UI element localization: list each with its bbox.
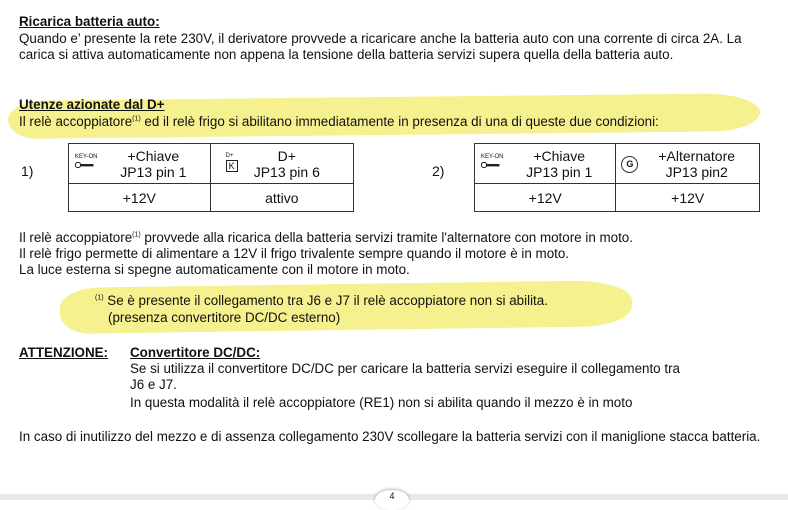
section-text-ricarica: Quando e’ presente la rete 230V, il derivatore provvede a ricaricare anche la batteria auto con una corrente di circa 2A. La carica si attiva automaticamente non appena la tensione della batteria servizi supera quella della batteria auto.: [19, 31, 742, 62]
condition-2-table: [474, 143, 760, 212]
intro-post: ed il relè frigo si abilitano immediatamente in presenza di una di queste due condizioni:: [140, 114, 659, 129]
key-line1: +Chiave: [533, 147, 586, 164]
condition-2-key-cell: [475, 144, 616, 184]
condition-2-number: 2): [432, 163, 445, 179]
dplus-line1: D+: [277, 147, 296, 164]
footnote-line2: (presenza convertitore DC/DC esterno): [108, 310, 341, 325]
condition-1-dplus-cell: [210, 144, 353, 184]
key-line1: +Chiave: [127, 147, 180, 164]
alternator-line2: JP13 pin2: [665, 163, 728, 180]
section3-line2: Il relè frigo permette di alimentare a 12V il frigo trivalente sempre quando il motore è in moto.: [19, 246, 570, 261]
s3-footnote-marker: (1): [132, 231, 141, 239]
dplus-icon-label: D+: [225, 153, 234, 159]
attenzione-label: ATTENZIONE:: [19, 345, 109, 360]
key-on-icon: [75, 154, 111, 168]
key-on-icon: [481, 154, 517, 168]
footnote-marker: (1): [95, 294, 104, 302]
attenzione-title: Convertitore DC/DC:: [130, 345, 261, 360]
section3-line3: La luce esterna si spegne automaticamente con il motore in moto.: [19, 262, 410, 277]
s3-line1-pre: Il relè accoppiatore: [19, 230, 133, 245]
condition-1-dplus-value: attivo: [210, 184, 353, 212]
key-on-label: KEY-ON: [75, 154, 98, 160]
attenzione-line3: In questa modalità il relè accoppiatore (RE1) non si abilita quando il mezzo è in moto: [130, 395, 633, 410]
key-line2: JP13 pin 1: [526, 163, 593, 180]
dplus-icon-glyph: K: [226, 160, 238, 172]
attenzione-line2: J6 e J7.: [130, 377, 177, 392]
dplus-icon: [226, 153, 242, 172]
condition-1-table: [68, 143, 354, 212]
section-title-utenze: Utenze azionate dal D+: [19, 97, 165, 112]
condition-2-key-value: +12V: [475, 184, 616, 212]
s3-line1-post: provvede alla ricarica della batteria servizi tramite l'alternatore con motore in moto.: [140, 230, 633, 245]
key-line2: JP13 pin 1: [120, 163, 187, 180]
alternator-line1: +Alternatore: [658, 147, 736, 164]
intro-pre: Il relè accoppiatore: [19, 114, 133, 129]
condition-2-alternator-value: +12V: [616, 184, 760, 212]
condition-2-alternator-cell: [616, 144, 760, 184]
attenzione-line1: Se si utilizza il convertitore DC/DC per caricare la batteria servizi eseguire il collegamento tra: [130, 361, 680, 376]
final-paragraph: In caso di inutilizzo del mezzo e di assenza collegamento 230V scollegare la batteria servizi con il maniglione stacca batteria.: [19, 429, 761, 444]
section-intro-utenze: [19, 114, 769, 130]
section-title-ricarica: Ricarica batteria auto:: [19, 14, 160, 29]
condition-1-key-value: +12V: [69, 184, 211, 212]
condition-1-key-cell: [69, 144, 211, 184]
page-number: 4: [375, 490, 409, 510]
dplus-line2: JP13 pin 6: [253, 163, 320, 180]
key-on-label: KEY-ON: [481, 154, 504, 160]
generator-icon: G: [621, 156, 638, 173]
key-icon: [75, 162, 95, 168]
key-icon: [481, 162, 501, 168]
section3-line1: [19, 230, 769, 246]
footnote-text: Se è presente il collegamento tra J6 e J7 il relè accoppiatore non si abilita.: [103, 293, 548, 308]
intro-footnote-marker: (1): [132, 115, 141, 123]
footnote-line1: [95, 293, 695, 309]
condition-1-number: 1): [21, 163, 34, 179]
